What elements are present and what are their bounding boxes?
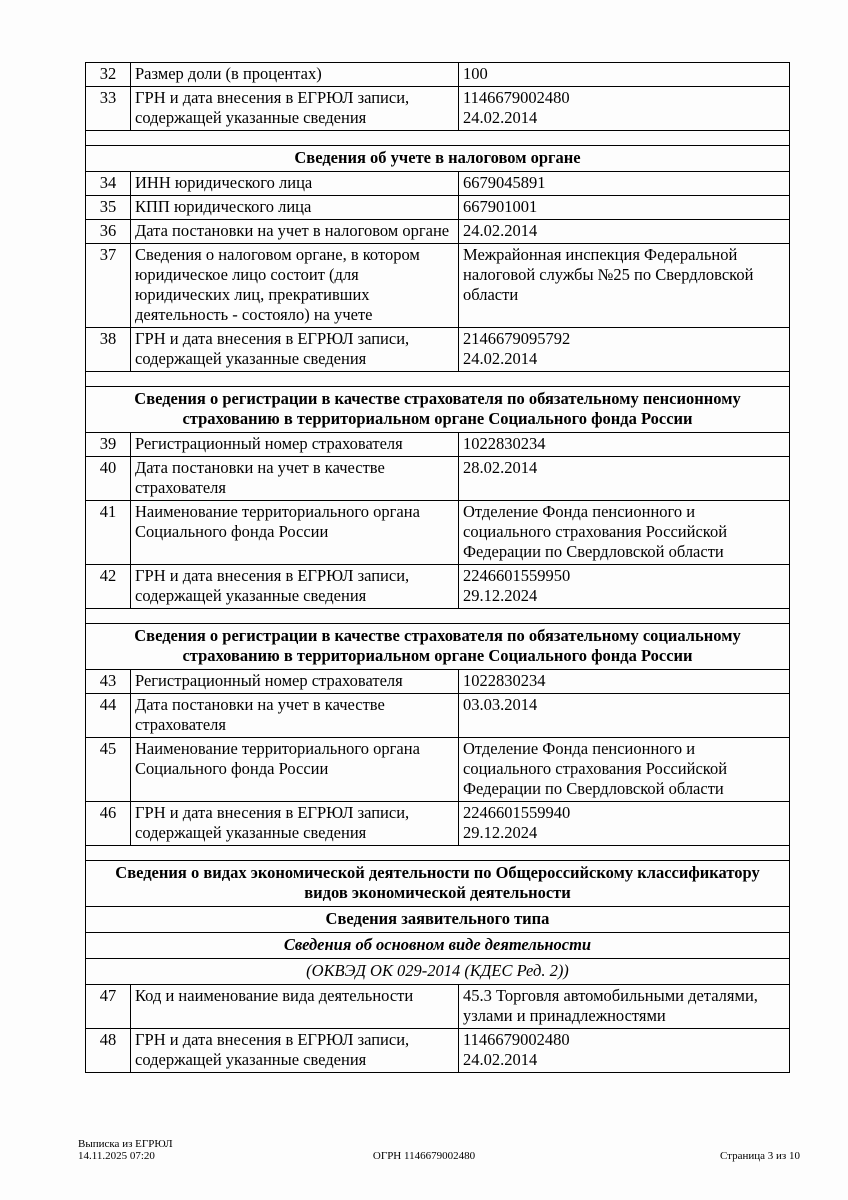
spacer-row bbox=[86, 131, 790, 146]
row-label: Размер доли (в процентах) bbox=[131, 63, 459, 87]
section-header: Сведения о регистрации в качестве страхователя по обязательному пенсионному страхованию в территориальном органе Социального фонда России bbox=[86, 387, 790, 433]
section-header-row bbox=[86, 387, 790, 433]
section-header-row bbox=[86, 959, 790, 985]
table-row bbox=[86, 328, 790, 372]
row-label: Наименование территориального органа Социального фонда России bbox=[131, 501, 459, 565]
egrul-table-body bbox=[86, 63, 790, 1073]
row-label: КПП юридического лица bbox=[131, 196, 459, 220]
row-value: Отделение Фонда пенсионного и социального страхования Российской Федерации по Свердловской области bbox=[459, 738, 790, 802]
section-header-row bbox=[86, 907, 790, 933]
row-label: Дата постановки на учет в налоговом органе bbox=[131, 220, 459, 244]
row-value: 45.3 Торговля автомобильными деталями, узлами и принадлежностями bbox=[459, 985, 790, 1029]
row-number: 42 bbox=[86, 565, 131, 609]
section-header: Сведения заявительного типа bbox=[86, 907, 790, 933]
row-label: Код и наименование вида деятельности bbox=[131, 985, 459, 1029]
row-number: 33 bbox=[86, 87, 131, 131]
row-label: ГРН и дата внесения в ЕГРЮЛ записи, содержащей указанные сведения bbox=[131, 328, 459, 372]
row-value: 1022830234 bbox=[459, 670, 790, 694]
table-row bbox=[86, 433, 790, 457]
row-label: Сведения о налоговом органе, в котором юридическое лицо состоит (для юридических лиц, прекративших деятельность - состояло) на учете bbox=[131, 244, 459, 328]
row-label: ГРН и дата внесения в ЕГРЮЛ записи, содержащей указанные сведения bbox=[131, 1029, 459, 1073]
section-header: Сведения о видах экономической деятельности по Общероссийскому классификатору видов экономической деятельности bbox=[86, 861, 790, 907]
spacer-cell bbox=[86, 131, 790, 146]
row-number: 36 bbox=[86, 220, 131, 244]
footer-timestamp: 14.11.2025 07:20 bbox=[78, 1149, 155, 1162]
table-row bbox=[86, 87, 790, 131]
section-header: Сведения об основном виде деятельности bbox=[86, 933, 790, 959]
spacer-row bbox=[86, 372, 790, 387]
section-header-row bbox=[86, 861, 790, 907]
table-row bbox=[86, 501, 790, 565]
spacer-cell bbox=[86, 372, 790, 387]
table-row bbox=[86, 220, 790, 244]
table-row bbox=[86, 172, 790, 196]
section-header-row bbox=[86, 624, 790, 670]
table-row bbox=[86, 1029, 790, 1073]
row-value: 03.03.2014 bbox=[459, 694, 790, 738]
egrul-table bbox=[85, 62, 790, 1073]
spacer-row bbox=[86, 846, 790, 861]
row-label: ИНН юридического лица bbox=[131, 172, 459, 196]
row-value: Отделение Фонда пенсионного и социального страхования Российской Федерации по Свердловской области bbox=[459, 501, 790, 565]
row-number: 34 bbox=[86, 172, 131, 196]
row-value: Межрайонная инспекция Федеральной налоговой службы №25 по Свердловской области bbox=[459, 244, 790, 328]
row-value: 28.02.2014 bbox=[459, 457, 790, 501]
row-value: 6679045891 bbox=[459, 172, 790, 196]
section-header: Сведения о регистрации в качестве страхователя по обязательному социальному страхованию в территориальном органе Социального фонда России bbox=[86, 624, 790, 670]
table-row bbox=[86, 694, 790, 738]
row-value: 100 bbox=[459, 63, 790, 87]
spacer-row bbox=[86, 609, 790, 624]
table-row bbox=[86, 244, 790, 328]
footer-ogrn: ОГРН 1146679002480 bbox=[372, 1149, 476, 1162]
row-number: 46 bbox=[86, 802, 131, 846]
row-value: 2246601559940 29.12.2024 bbox=[459, 802, 790, 846]
section-header-row bbox=[86, 146, 790, 172]
table-row bbox=[86, 738, 790, 802]
row-number: 47 bbox=[86, 985, 131, 1029]
section-header: (ОКВЭД ОК 029-2014 (КДЕС Ред. 2)) bbox=[86, 959, 790, 985]
row-value: 2246601559950 29.12.2024 bbox=[459, 565, 790, 609]
row-label: Дата постановки на учет в качестве страхователя bbox=[131, 694, 459, 738]
table-row bbox=[86, 985, 790, 1029]
row-label: ГРН и дата внесения в ЕГРЮЛ записи, содержащей указанные сведения bbox=[131, 565, 459, 609]
table-row bbox=[86, 457, 790, 501]
row-number: 40 bbox=[86, 457, 131, 501]
row-value: 2146679095792 24.02.2014 bbox=[459, 328, 790, 372]
row-number: 44 bbox=[86, 694, 131, 738]
row-value: 24.02.2014 bbox=[459, 220, 790, 244]
table-row bbox=[86, 670, 790, 694]
row-label: Регистрационный номер страхователя bbox=[131, 433, 459, 457]
row-number: 32 bbox=[86, 63, 131, 87]
row-value: 1146679002480 24.02.2014 bbox=[459, 87, 790, 131]
row-label: Дата постановки на учет в качестве страхователя bbox=[131, 457, 459, 501]
row-label: Наименование территориального органа Социального фонда России bbox=[131, 738, 459, 802]
row-number: 43 bbox=[86, 670, 131, 694]
row-number: 39 bbox=[86, 433, 131, 457]
section-header-row bbox=[86, 933, 790, 959]
footer-doc-type: Выписка из ЕГРЮЛ bbox=[78, 1138, 173, 1150]
table-row bbox=[86, 196, 790, 220]
spacer-cell bbox=[86, 609, 790, 624]
row-number: 48 bbox=[86, 1029, 131, 1073]
row-label: ГРН и дата внесения в ЕГРЮЛ записи, содержащей указанные сведения bbox=[131, 87, 459, 131]
row-value: 1022830234 bbox=[459, 433, 790, 457]
row-number: 37 bbox=[86, 244, 131, 328]
row-label: Регистрационный номер страхователя bbox=[131, 670, 459, 694]
row-number: 41 bbox=[86, 501, 131, 565]
row-number: 35 bbox=[86, 196, 131, 220]
row-label: ГРН и дата внесения в ЕГРЮЛ записи, содержащей указанные сведения bbox=[131, 802, 459, 846]
row-value: 1146679002480 24.02.2014 bbox=[459, 1029, 790, 1073]
section-header: Сведения об учете в налоговом органе bbox=[86, 146, 790, 172]
row-number: 45 bbox=[86, 738, 131, 802]
table-row bbox=[86, 565, 790, 609]
row-number: 38 bbox=[86, 328, 131, 372]
table-row bbox=[86, 802, 790, 846]
table-row bbox=[86, 63, 790, 87]
row-value: 667901001 bbox=[459, 196, 790, 220]
footer-page-number: Страница 3 из 10 bbox=[719, 1149, 800, 1162]
spacer-cell bbox=[86, 846, 790, 861]
